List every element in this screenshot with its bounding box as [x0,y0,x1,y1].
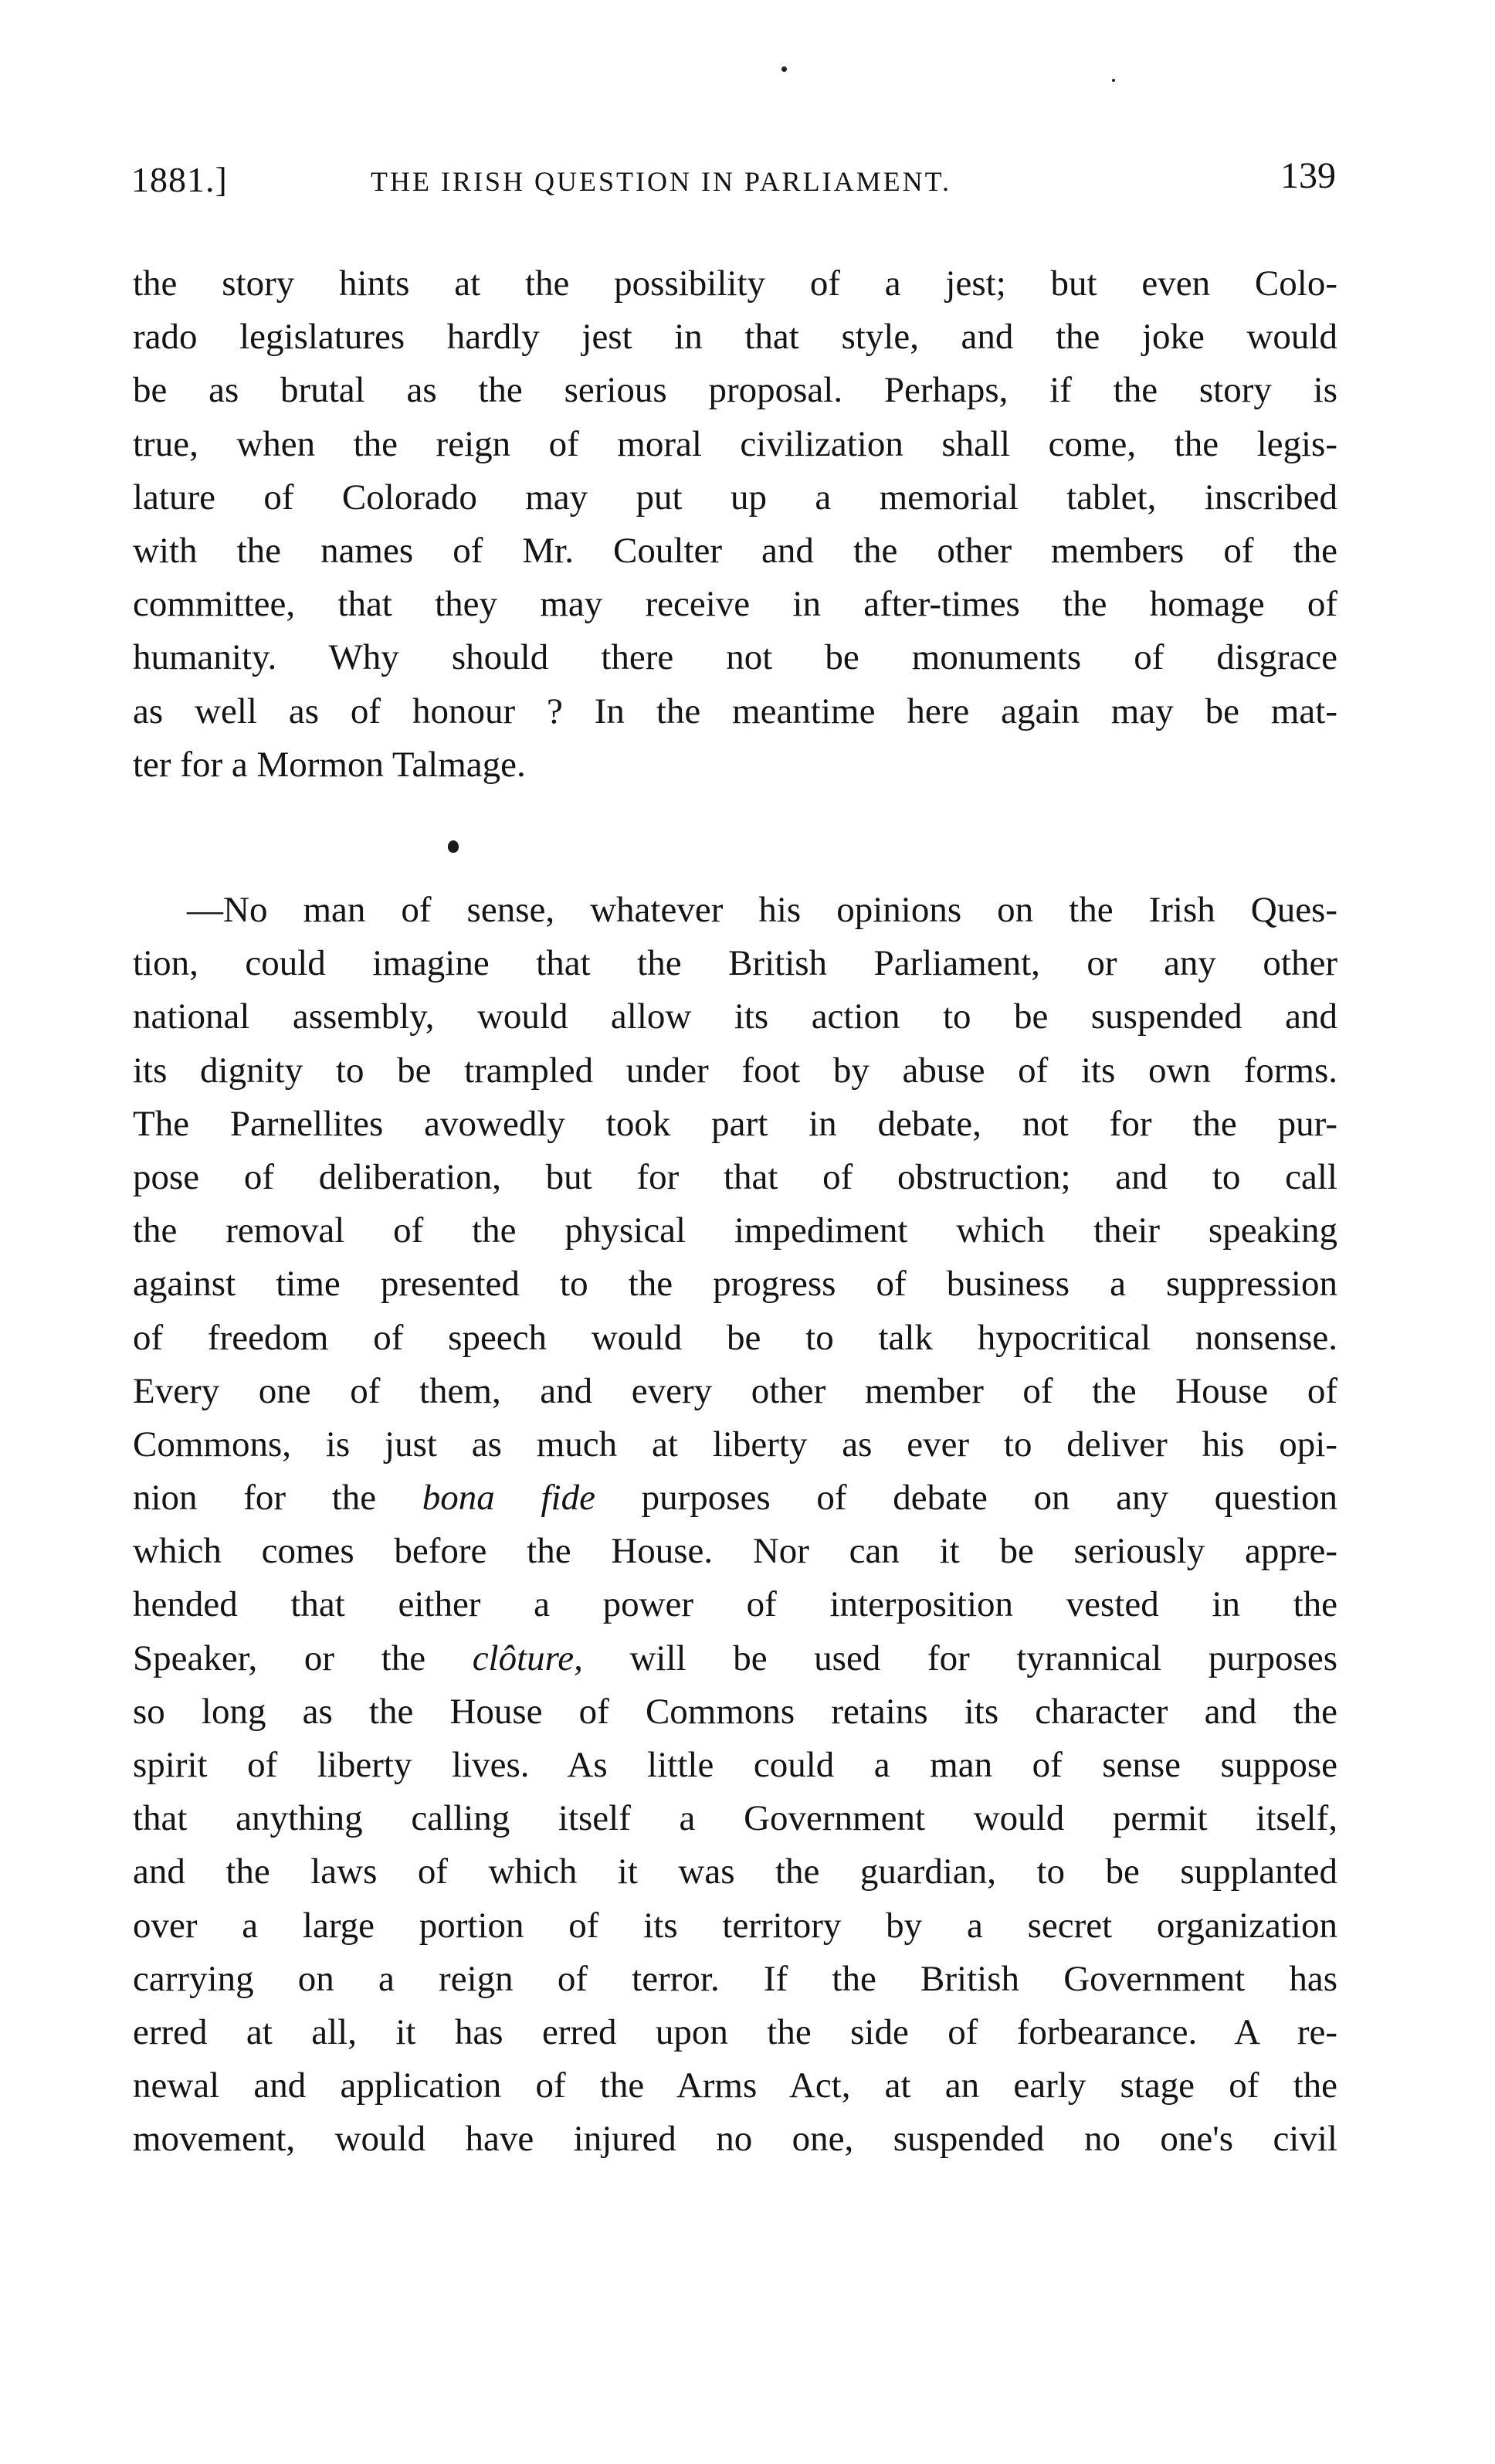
text-fragment: will be used for tyrannical purposes [582,1638,1337,1678]
text-line: national assembly, would allow its action to be suspended and [133,996,1337,1037]
text-line: committee, that they may receive in after-times the homage of [133,584,1337,625]
text-line: pose of deliberation, but for that of obstruction; and to call [133,1156,1337,1197]
text-line: that anything calling itself a Government would permit itself, [133,1798,1337,1839]
text-line: erred at all, it has erred upon the side of forbearance. A re- [133,2011,1337,2052]
text-fragment: purposes of debate on any question [595,1478,1337,1519]
text-line: Every one of them, and every other member of the House of [133,1370,1337,1411]
ink-speck [781,66,787,72]
text-fragment: nion for the [133,1478,422,1519]
text-line [133,1632,1337,1685]
paragraph-1 [133,257,1337,792]
text-line: hended that either a power of interposition vested in the [133,1584,1337,1625]
text-line: true, when the reign of moral civilization shall come, the legis- [133,423,1337,464]
text-line: be as brutal as the serious proposal. Perhaps, if the story is [133,370,1337,411]
paragraph-2 [133,884,1337,2167]
page-number: 139 [1280,155,1336,196]
text-line: its dignity to be trampled under foot by abuse of its own forms. [133,1050,1337,1091]
header-year: 1881.] [131,160,228,199]
text-line: the removal of the physical impediment which their speaking [133,1210,1337,1251]
text-line: with the names of Mr. Coulter and the other members of the [133,530,1337,571]
text-line: rado legislatures hardly jest in that style, and the joke would [133,317,1337,358]
text-line: Commons, is just as much at liberty as ever to deliver his opi- [133,1424,1337,1464]
text-line: ter for a Mormon Talmage. [133,744,526,785]
running-header [131,154,1336,209]
text-line: movement, would have injured no one, suspended no one's civil [133,2119,1337,2160]
text-line: The Parnellites avowedly took part in debate, not for the pur- [133,1103,1337,1144]
text-line: —No man of sense, whatever his opinions on the Irish Ques- [187,890,1337,930]
text-line: tion, could imagine that the British Parliament, or any other [133,943,1337,984]
text-line: lature of Colorado may put up a memorial tablet, inscribed [133,477,1337,518]
text-line: carrying on a reign of terror. If the British Government has [133,1958,1337,1999]
text-line: of freedom of speech would be to talk hypocritical nonsense. [133,1317,1337,1358]
ink-speck [1112,79,1115,82]
text-line: which comes before the House. Nor can it be seriously appre- [133,1531,1337,1572]
text-line: over a large portion of its territory by a secret organization [133,1905,1337,1946]
text-fragment: Speaker, or the [133,1638,473,1678]
text-line: humanity. Why should there not be monuments of disgrace [133,637,1337,678]
text-line: newal and application of the Arms Act, at an early stage of the [133,2065,1337,2106]
text-line: and the laws of which it was the guardian, to be supplanted [133,1851,1337,1892]
text-line [133,1471,1337,1525]
section-separator-dot [448,840,459,853]
italic-term-bona-fide: bona fide [422,1478,595,1519]
running-title: THE IRISH QUESTION IN PARLIAMENT. [371,166,951,197]
text-line: spirit of liberty lives. As little could a man of sense suppose [133,1745,1337,1785]
text-line: so long as the House of Commons retains its character and the [133,1691,1337,1732]
italic-term-cloture: clôture, [472,1638,583,1678]
text-line: the story hints at the possibility of a jest; but even Colo- [133,263,1337,304]
text-line: as well as of honour ? In the meantime here again may be mat- [133,691,1337,731]
text-line: against time presented to the progress of business a suppression [133,1264,1337,1305]
